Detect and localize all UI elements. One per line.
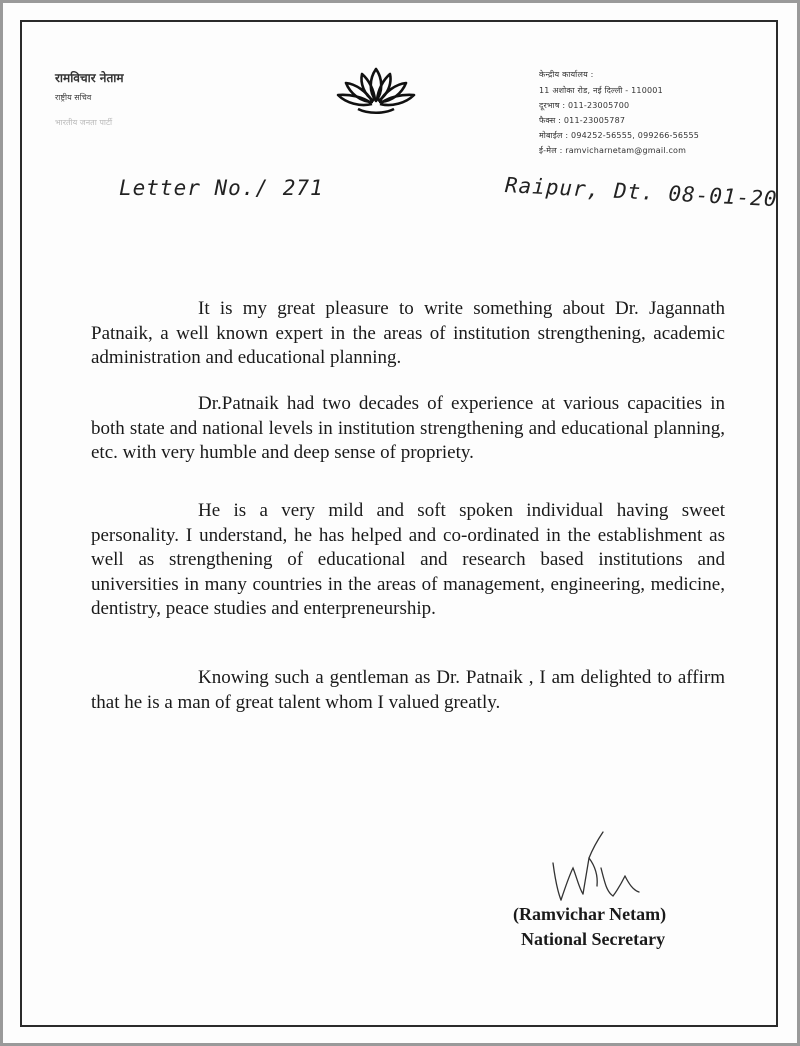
signatory-title: National Secretary [521, 929, 666, 949]
email-line: ई-मेल : ramvicharnetam@gmail.com [539, 146, 687, 155]
fax-line: फैक्स : 011-23005787 [539, 116, 626, 125]
signatory-name: (Ramvichar Netam) [513, 904, 667, 924]
paragraph-2: Dr.Patnaik had two decades of experience at various capacities in both state and national levels in institution strengthening and educational planning, etc. with very humble and deep sense of propriety. [91, 393, 725, 463]
paragraph-4: Knowing such a gentleman as Dr. Patnaik , I am delighted to affirm that he is a man of great talent whom I valued greatly. [91, 667, 725, 713]
sender-name-hindi: रामविचार नेताम [55, 71, 124, 85]
paragraph-3: He is a very mild and soft spoken individual having sweet personality. I understand, he has helped and co-ordinated in the establishment as well as strengthening of educational and research based institutions and universities in many countries in the areas of management, engineering, medicine, dentistry, peace studies and enterpreneurship. [91, 500, 725, 619]
place-date: Raipur, Dt. 08-01-20 [504, 173, 779, 212]
lotus-icon [336, 65, 416, 117]
sender-post-hindi: राष्ट्रीय सचिव [55, 93, 92, 102]
letter-page [3, 3, 797, 1043]
address-line: केन्द्रीय कार्यालय : [539, 70, 594, 79]
letter-number: Letter No./ 271 [119, 176, 324, 200]
paragraph-1: It is my great pleasure to write something about Dr. Jagannath Patnaik, a well known expert in the areas of institution strengthening, academic administration and educational planning. [91, 298, 725, 368]
address-line: 11 अशोका रोड, नई दिल्ली - 110001 [539, 86, 663, 95]
phone-line: दूरभाष : 011-23005700 [539, 101, 630, 110]
sender-party-hindi: भारतीय जनता पार्टी [55, 118, 113, 127]
signature-icon [543, 828, 663, 913]
mobile-line: मोबाईल : 094252-56555, 099266-56555 [539, 131, 700, 140]
